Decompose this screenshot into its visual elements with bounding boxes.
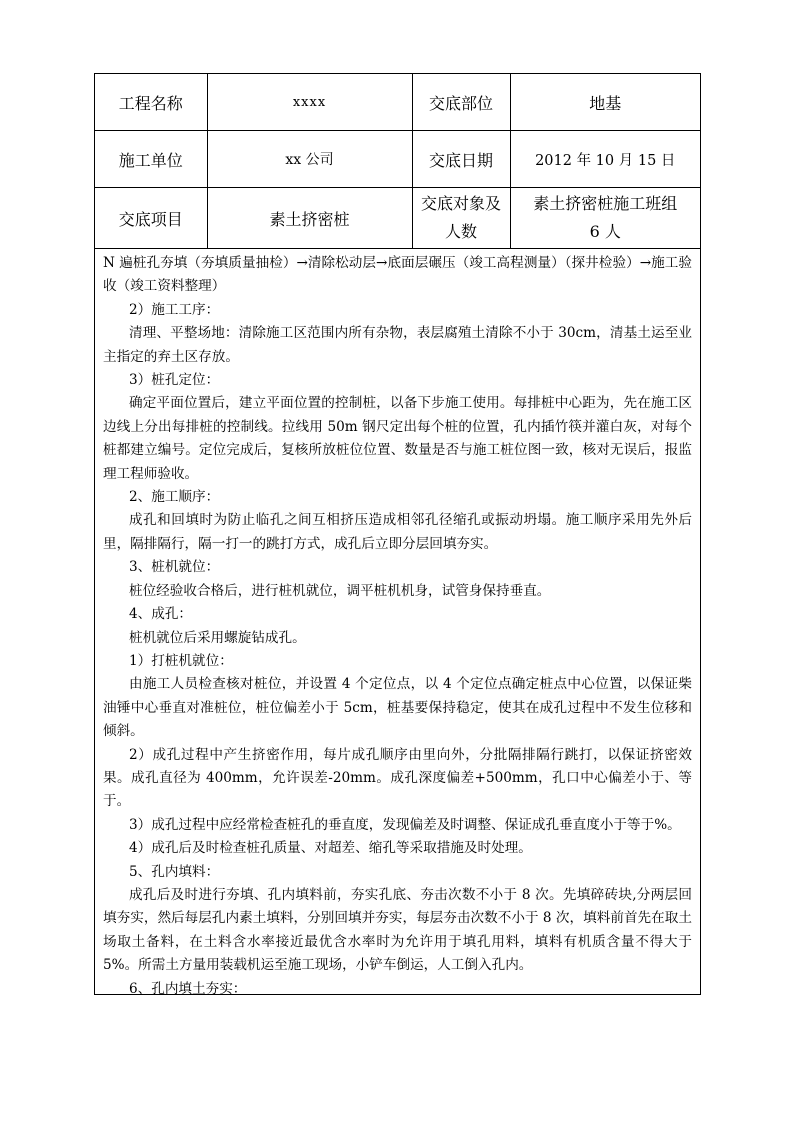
- header-table: [95, 74, 700, 249]
- content-paragraph: 确定平面位置后，建立平面位置的控制桩，以备下步施工使用。每排桩中心距为，先在施工区边线上分出每排桩的控制线。拉线用 50m 钢尺定出每个桩的位置，孔内插竹筷并灌白灰，对每个桩都建立编号。定位完成后，复核所放桩位位置、数量是否与施工桩位图一致，核对无误后，报监理工程师验收。: [103, 395, 692, 482]
- content-paragraph: 由施工人员检查核对桩位，并设置 4 个定位点，以 4 个定位点确定桩点中心位置，以保证柴油锤中心垂直对准桩位，桩位偏差小于 5cm，桩基要保持稳定，使其在成孔过程中不发生位移和倾斜。: [103, 676, 692, 740]
- part-label: 交底部位: [412, 74, 510, 131]
- part-value: 地基: [510, 74, 700, 131]
- target-label-line2: 人数: [444, 222, 477, 241]
- content-heading: 1）打桩机就位：: [129, 652, 233, 669]
- content-heading: 5、孔内填料：: [129, 863, 220, 880]
- content-heading: 3）桩孔定位：: [129, 372, 220, 389]
- project-name-value: xxxx: [207, 74, 412, 131]
- project-name-label: 工程名称: [95, 74, 207, 131]
- target-label-line1: 交底对象及: [420, 194, 501, 213]
- content-heading: 6、孔内填土夯实：: [129, 980, 247, 997]
- content-heading: 2）施工工序：: [129, 301, 220, 318]
- disclosure-form: [94, 73, 701, 995]
- content-body: [95, 249, 700, 1001]
- target-value-line1: 素土挤密桩施工班组: [533, 194, 678, 213]
- content-paragraph: N 遍桩孔夯填（夯填质量抽检）→清除松动层→底面层碾压（竣工高程测量）（探井检验）→施工验收（竣工资料整理）: [103, 255, 692, 295]
- content-heading: 2、施工顺序：: [129, 489, 220, 506]
- date-value: 2012 年 10 月 15 日: [510, 131, 700, 188]
- target-value: [510, 188, 700, 249]
- content-paragraph: 2）成孔过程中产生挤密作用，每片成孔顺序由里向外，分批隔排隔行跳打，以保证挤密效果。成孔直径为 400mm，允许误差-20mm。成孔深度偏差+500mm，孔口中心偏差小于、等于。: [103, 746, 692, 810]
- content-paragraph: 清理、平整场地：清除施工区范围内所有杂物，表层腐殖土清除不小于 30cm，清基土运至业主指定的弃土区存放。: [103, 325, 692, 365]
- content-heading: 4、成孔：: [129, 606, 193, 623]
- unit-label: 施工单位: [95, 131, 207, 188]
- date-label: 交底日期: [412, 131, 510, 188]
- target-label: [412, 188, 510, 249]
- content-paragraph: 成孔后及时进行夯填、孔内填料前，夯实孔底、夯击次数不小于 8 次。先填碎砖块,分两层回填夯实，然后每层孔内素土填料，分别回填并夯实，每层夯击次数不小于 8 次，填料前首先在取土场取土备料，在土料含水率接近最优含水率时为允许用于填孔用料，填料有机质含量不得大于 5%。所需土方量用装载机运至施工现场，小铲车倒运，人工倒入孔内。: [103, 886, 692, 974]
- item-label: 交底项目: [95, 188, 207, 249]
- content-paragraph: 成孔和回填时为防止临孔之间互相挤压造成相邻孔径缩孔或振动坍塌。施工顺序采用先外后里，隔排隔行，隔一打一的跳打方式，成孔后立即分层回填夯实。: [103, 512, 692, 552]
- unit-value: xx 公司: [207, 131, 412, 188]
- target-value-line2: 6 人: [589, 222, 621, 241]
- content-paragraph: 3）成孔过程中应经常检查桩孔的垂直度，发现偏差及时调整、保证成孔垂直度小于等于%。: [129, 816, 681, 833]
- content-paragraph: 桩位经验收合格后，进行桩机就位，调平桩机机身，试管身保持垂直。: [129, 582, 551, 599]
- content-paragraph: 桩机就位后采用螺旋钻成孔。: [129, 629, 306, 646]
- content-paragraph: 4）成孔后及时检查桩孔质量、对超差、缩孔等采取措施及时处理。: [129, 840, 532, 857]
- item-value: 素土挤密桩: [207, 188, 412, 249]
- content-heading: 3、桩机就位：: [129, 559, 220, 576]
